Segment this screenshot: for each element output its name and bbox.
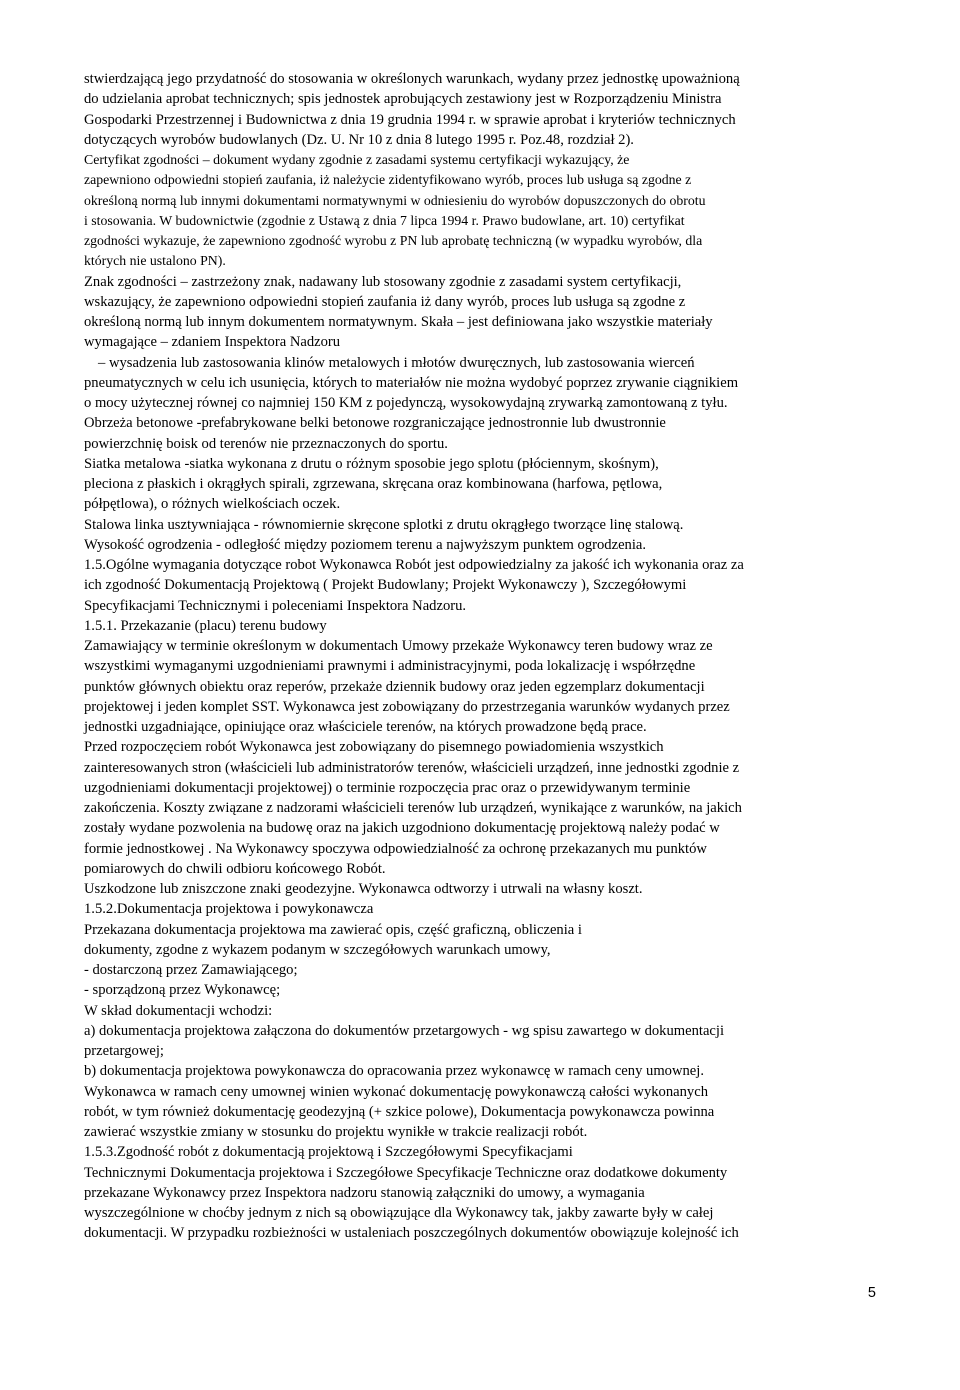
text-line: formie jednostkowej . Na Wykonawcy spoczywa odpowiedzialność za ochronę przekazanych mu punktów bbox=[84, 840, 707, 857]
text-line: Technicznymi Dokumentacja projektowa i Szczegółowe Specyfikacje Techniczne oraz dodatkowe dokumenty bbox=[84, 1164, 728, 1181]
text-line: W skład dokumentacji wchodzi: bbox=[84, 1002, 273, 1019]
text-line: zakończenia. Koszty związane z nadzorami właścicieli terenów lub urządzeń, wynikające z warunków, na jakich bbox=[84, 800, 742, 816]
text-line: wymagające – zdaniem Inspektora Nadzoru bbox=[84, 334, 341, 351]
text-line: Znak zgodności – zastrzeżony znak, nadawany lub stosowany zgodnie z zasadami system certyfikacji, bbox=[84, 273, 682, 290]
text-line: projektowej i jeden komplet SST. Wykonawca jest zobowiązany do przestrzegania warunków wydanych przez bbox=[84, 698, 730, 715]
section-heading: 1.5.1. Przekazanie (placu) terenu budowy bbox=[84, 617, 327, 634]
text-line: półpętlowa), o różnych wielkościach oczek. bbox=[84, 496, 341, 513]
list-item: a) dokumentacja projektowa załączona do dokumentów przetargowych - wg spisu zawartego w dokumentacji bbox=[84, 1022, 725, 1039]
text-line: wskazujący, że zapewniono odpowiedni stopień zaufania iż dany wyrób, proces lub usługa są zgodne z bbox=[84, 293, 686, 310]
text-line: dotyczących wyrobów budowlanych (Dz. U. Nr 10 z dnia 8 lutego 1995 r. Poz.48, rozdział 2). bbox=[84, 131, 634, 148]
text-line: Wykonawca w ramach ceny umownej winien wykonać dokumentację powykonawczą całości wykonanych bbox=[84, 1083, 708, 1100]
text-line: zapewniono odpowiedni stopień zaufania, iż należycie zidentyfikowano wyrób, proces lub usługa są zgodne z bbox=[84, 172, 692, 188]
text-line: pleciona z płaskich i okrągłych spirali, zgrzewana, skręcana oraz kombinowana (harfowa, pętlowa, bbox=[84, 476, 663, 492]
text-line: zawierać wszystkie zmiany w stosunku do projektu wynikłe w trakcie realizacji robót. bbox=[84, 1124, 588, 1140]
text-line: stwierdzającą jego przydatność do stosowania w określonych warunkach, wydany przez jednostkę upoważnioną bbox=[84, 71, 740, 87]
text-line: zostały wydane pozwolenia na budowę oraz na jakich uzgodniono dokumentację projektową należy podać w bbox=[84, 820, 720, 837]
text-line: 1.5.Ogólne wymagania dotyczące robot Wykonawca Robót jest odpowiedzialny za jakość ich wykonania oraz za bbox=[84, 557, 744, 573]
text-line: Uszkodzone lub zniszczone znaki geodezyjne. Wykonawca odtworzy i utrwali na własny koszt. bbox=[84, 881, 643, 897]
list-item: - sporządzoną przez Wykonawcę; bbox=[84, 982, 281, 999]
text-line: do udzielania aprobat technicznych; spis jednostek aprobujących zestawiony jest w Rozporządzeniu Ministra bbox=[84, 91, 722, 108]
text-line: powierzchnię boisk od terenów nie przeznaczonych do sportu. bbox=[84, 435, 448, 452]
text-line: Przekazana dokumentacja projektowa ma zawierać opis, część graficzną, obliczenia i bbox=[84, 921, 582, 938]
section-heading: 1.5.3.Zgodność robót z dokumentacją projektową i Szczegółowymi Specyfikacjami bbox=[84, 1144, 573, 1161]
text-line: zainteresowanych stron (właścicieli lub administratorów terenów, właścicieli urządzeń, inne jednostki zgodnie z bbox=[84, 759, 740, 776]
text-line: Gospodarki Przestrzennej i Budownictwa z dnia 19 grudnia 1994 r. w sprawie aprobat i kryteriów technicznych bbox=[84, 111, 736, 128]
text-line: Specyfikacjami Technicznymi i poleceniami Inspektora Nadzoru. bbox=[84, 597, 467, 614]
text-line: Obrzeża betonowe -prefabrykowane belki betonowe rozgraniczające jednostronnie lub dwustronnie bbox=[84, 415, 666, 432]
text-line: uzgodnieniami dokumentacji projektowej) o terminie rozpoczęcia prac oraz o przewidywanym terminie bbox=[84, 779, 691, 796]
text-line: wyszczególnione w choćby jednym z nich są obowiązujące dla Wykonawcy tak, jakby zawarte były w całej bbox=[84, 1205, 714, 1221]
text-line: zgodności wykazuje, że zapewniono zgodność wyrobu z PN lub aprobatę techniczną (w wypadku wyrobów, dla bbox=[84, 233, 703, 248]
text-line: przetargowej; bbox=[84, 1043, 164, 1059]
text-line: punktów głównych obiektu oraz reperów, przekaże dziennik budowy oraz jeden egzemplarz dokumentacji bbox=[84, 678, 705, 695]
text-line: przekazane Wykonawcy przez Inspektora nadzoru stanowią załączniki do umowy, a wymagania bbox=[84, 1184, 645, 1201]
text-line: robót, w tym również dokumentację geodezyjną (+ szkice polowe), Dokumentacja powykonawcza powinna bbox=[84, 1103, 715, 1120]
text-line: pneumatycznych w celu ich usunięcia, których to materiałów nie można wydobyć poprzez zrywanie ciągnikiem bbox=[84, 374, 739, 391]
text-line: których nie ustalono PN). bbox=[84, 253, 226, 269]
text-line: Zamawiający w terminie określonym w dokumentach Umowy przekaże Wykonawcy teren budowy wraz ze bbox=[84, 638, 713, 654]
text-line: określoną normą lub innym dokumentem normatywnym. Skała – jest definiowana jako wszystkie materiały bbox=[84, 314, 713, 330]
text-line: dokumentacji. W przypadku rozbieżności w ustaleniach poszczególnych dokumentów obowiązuje kolejność ich bbox=[84, 1225, 739, 1242]
text-line: Wysokość ogrodzenia - odległość między poziomem terenu a najwyższym punktem ogrodzenia. bbox=[84, 536, 647, 553]
text-line: Przed rozpoczęciem robót Wykonawca jest zobowiązany do pisemnego powiadomienia wszystkich bbox=[84, 739, 664, 756]
text-line: Certyfikat zgodności – dokument wydany zgodnie z zasadami systemu certyfikacji wykazujący, że bbox=[84, 152, 630, 167]
text-line: Siatka metalowa -siatka wykonana z drutu o różnym sposobie jego splotu (płóciennym, skośnym), bbox=[84, 455, 659, 472]
text-line: wszystkimi wymaganymi uzgodnieniami prawnymi i administracyjnymi, poda lokalizację i współrzędne bbox=[84, 658, 696, 675]
text-line: – wysadzenia lub zastosowania klinów metalowych i młotów dwuręcznych, lub zastosowania wierceń bbox=[98, 354, 695, 371]
text-line: o mocy użytecznej równej co najmniej 150 KM z pojedynczą, wysokowydajną zrywarką zamontowaną z tyłu. bbox=[84, 395, 728, 411]
text-line: pomiarowych do chwili odbioru końcowego Robót. bbox=[84, 860, 386, 877]
list-item: - dostarczoną przez Zamawiającego; bbox=[84, 962, 298, 978]
text-line: i stosowania. W budownictwie (zgodnie z Ustawą z dnia 7 lipca 1994 r. Prawo budowlane, art. 10) certyfikat bbox=[84, 212, 685, 228]
text-line: ich zgodność Dokumentacją Projektową ( Projekt Budowlany; Projekt Wykonawczy ), Szczegółowymi bbox=[84, 577, 687, 594]
list-item: b) dokumentacja projektowa powykonawcza do opracowania przez wykonawcę w ramach ceny umownej. bbox=[84, 1063, 704, 1080]
text-line: określoną normą lub innymi dokumentami normatywnymi w odniesieniu do wyrobów dopuszczonych do obrotu bbox=[84, 192, 706, 208]
text-line: jednostki uzgadniające, opiniujące oraz właściciele terenów, na których prowadzone będą prace. bbox=[84, 719, 647, 735]
text-line: Stalowa linka usztywniająca - równomiernie skręcone splotki z drutu okrągłego tworzące linę stalową. bbox=[84, 516, 684, 533]
text-line: dokumenty, zgodne z wykazem podanym w szczegółowych warunkach umowy, bbox=[84, 941, 551, 958]
page-number: 5 bbox=[867, 1285, 876, 1301]
body-text bbox=[84, 69, 876, 1244]
section-heading: 1.5.2.Dokumentacja projektowa i powykonawcza bbox=[84, 901, 374, 918]
